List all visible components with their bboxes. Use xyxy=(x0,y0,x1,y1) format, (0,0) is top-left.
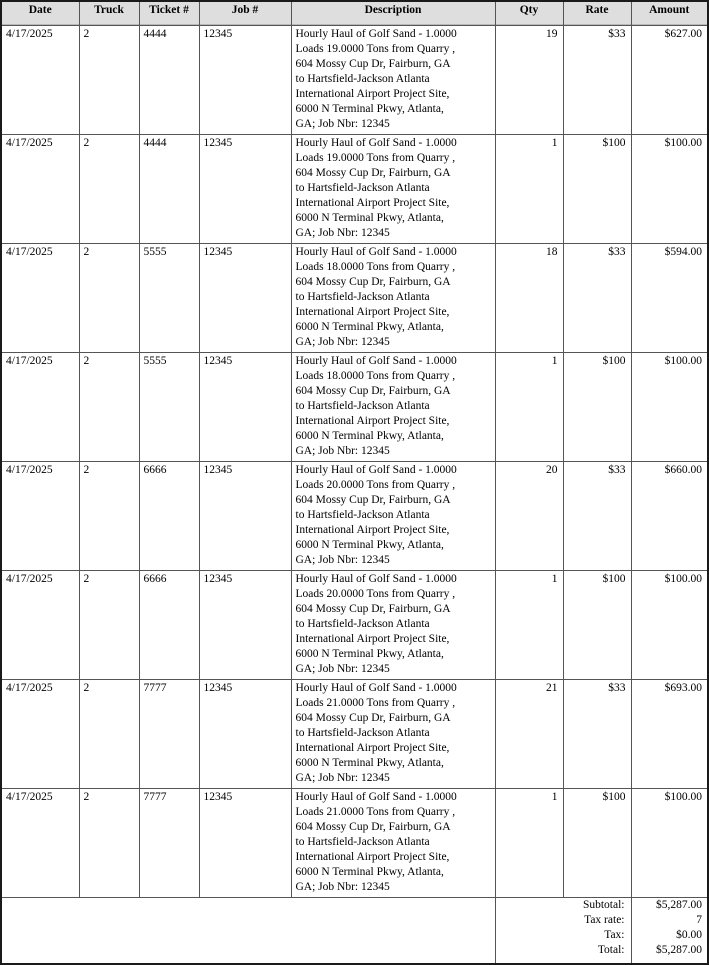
description-line: 6000 N Terminal Pkwy, Atlanta, xyxy=(295,430,444,442)
description-line: 6000 N Terminal Pkwy, Atlanta, xyxy=(295,321,444,333)
cell-date: 4/17/2025 xyxy=(1,26,79,135)
column-header-job: Job # xyxy=(199,1,291,26)
cell-truck: 2 xyxy=(79,135,139,244)
description-line: 604 Mossy Cup Dr, Fairburn, GA xyxy=(295,494,451,506)
description-line: Hourly Haul of Golf Sand - 1.0000 xyxy=(295,791,457,803)
cell-job: 12345 xyxy=(199,680,291,789)
description-line: 604 Mossy Cup Dr, Fairburn, GA xyxy=(295,385,451,397)
description-line: 604 Mossy Cup Dr, Fairburn, GA xyxy=(295,603,451,615)
summary-row xyxy=(1,898,708,965)
description-line: 6000 N Terminal Pkwy, Atlanta, xyxy=(295,757,444,769)
table-footer xyxy=(1,898,708,965)
description-line: Loads 19.0000 Tons from Quarry , xyxy=(295,43,456,55)
description-line: Loads 20.0000 Tons from Quarry , xyxy=(295,479,456,491)
cell-truck: 2 xyxy=(79,571,139,680)
description-line: 6000 N Terminal Pkwy, Atlanta, xyxy=(295,866,444,878)
column-header-ticket: Ticket # xyxy=(139,1,199,26)
cell-date: 4/17/2025 xyxy=(1,353,79,462)
description-line: Hourly Haul of Golf Sand - 1.0000 xyxy=(295,246,457,258)
description-line: GA; Job Nbr: 12345 xyxy=(295,663,390,675)
cell-ticket: 6666 xyxy=(139,462,199,571)
table-row xyxy=(1,571,708,680)
table-header xyxy=(1,1,708,26)
description-line: to Hartsfield-Jackson Atlanta xyxy=(295,618,430,630)
cell-job: 12345 xyxy=(199,353,291,462)
cell-date: 4/17/2025 xyxy=(1,462,79,571)
cell-job: 12345 xyxy=(199,244,291,353)
cell-rate: $100 xyxy=(563,135,631,244)
cell-description xyxy=(291,571,495,680)
description-line: GA; Job Nbr: 12345 xyxy=(295,881,390,893)
cell-amount: $100.00 xyxy=(631,789,708,898)
cell-job: 12345 xyxy=(199,462,291,571)
description-line: to Hartsfield-Jackson Atlanta xyxy=(295,182,430,194)
description-line: to Hartsfield-Jackson Atlanta xyxy=(295,836,430,848)
cell-amount: $693.00 xyxy=(631,680,708,789)
cell-qty: 18 xyxy=(495,244,563,353)
cell-amount: $100.00 xyxy=(631,353,708,462)
description-line: 6000 N Terminal Pkwy, Atlanta, xyxy=(295,103,444,115)
description-line: International Airport Project Site, xyxy=(295,415,450,427)
column-header-amount: Amount xyxy=(631,1,708,26)
summary-value: $5,287.00 xyxy=(656,899,702,911)
description-line: 6000 N Terminal Pkwy, Atlanta, xyxy=(295,648,444,660)
cell-amount: $627.00 xyxy=(631,26,708,135)
description-line: 6000 N Terminal Pkwy, Atlanta, xyxy=(295,539,444,551)
summary-label: Subtotal: xyxy=(582,899,625,911)
table-row xyxy=(1,244,708,353)
cell-qty: 1 xyxy=(495,135,563,244)
cell-description xyxy=(291,789,495,898)
cell-job: 12345 xyxy=(199,789,291,898)
cell-truck: 2 xyxy=(79,680,139,789)
cell-description xyxy=(291,135,495,244)
cell-ticket: 7777 xyxy=(139,789,199,898)
cell-rate: $33 xyxy=(563,462,631,571)
table-header-row xyxy=(1,1,708,26)
cell-qty: 1 xyxy=(495,353,563,462)
column-header-rate: Rate xyxy=(563,1,631,26)
cell-date: 4/17/2025 xyxy=(1,244,79,353)
description-line: to Hartsfield-Jackson Atlanta xyxy=(295,509,430,521)
cell-rate: $33 xyxy=(563,26,631,135)
cell-qty: 1 xyxy=(495,571,563,680)
description-line: Hourly Haul of Golf Sand - 1.0000 xyxy=(295,682,457,694)
description-line: to Hartsfield-Jackson Atlanta xyxy=(295,400,430,412)
cell-truck: 2 xyxy=(79,353,139,462)
cell-ticket: 5555 xyxy=(139,244,199,353)
summary-label-column xyxy=(495,898,631,965)
description-line: 604 Mossy Cup Dr, Fairburn, GA xyxy=(295,167,451,179)
description-line: GA; Job Nbr: 12345 xyxy=(295,118,390,130)
cell-rate: $100 xyxy=(563,571,631,680)
column-header-truck: Truck xyxy=(79,1,139,26)
description-line: International Airport Project Site, xyxy=(295,742,450,754)
column-header-date: Date xyxy=(1,1,79,26)
description-line: Hourly Haul of Golf Sand - 1.0000 xyxy=(295,355,457,367)
cell-description xyxy=(291,26,495,135)
cell-ticket: 4444 xyxy=(139,26,199,135)
summary-empty-cell xyxy=(1,898,495,965)
cell-job: 12345 xyxy=(199,26,291,135)
description-line: Hourly Haul of Golf Sand - 1.0000 xyxy=(295,28,457,40)
description-line: GA; Job Nbr: 12345 xyxy=(295,336,390,348)
cell-description xyxy=(291,462,495,571)
table-row xyxy=(1,789,708,898)
column-header-qty: Qty xyxy=(495,1,563,26)
table-row xyxy=(1,353,708,462)
description-line: International Airport Project Site, xyxy=(295,633,450,645)
cell-rate: $100 xyxy=(563,789,631,898)
cell-qty: 1 xyxy=(495,789,563,898)
cell-description xyxy=(291,680,495,789)
description-line: 604 Mossy Cup Dr, Fairburn, GA xyxy=(295,58,451,70)
summary-value: $0.00 xyxy=(676,929,702,941)
description-line: to Hartsfield-Jackson Atlanta xyxy=(295,727,430,739)
cell-job: 12345 xyxy=(199,135,291,244)
cell-qty: 21 xyxy=(495,680,563,789)
cell-rate: $33 xyxy=(563,244,631,353)
cell-amount: $594.00 xyxy=(631,244,708,353)
description-line: International Airport Project Site, xyxy=(295,306,450,318)
cell-truck: 2 xyxy=(79,244,139,353)
description-line: GA; Job Nbr: 12345 xyxy=(295,772,390,784)
cell-qty: 19 xyxy=(495,26,563,135)
table-row xyxy=(1,135,708,244)
description-line: 6000 N Terminal Pkwy, Atlanta, xyxy=(295,212,444,224)
description-line: Hourly Haul of Golf Sand - 1.0000 xyxy=(295,137,457,149)
table-row xyxy=(1,26,708,135)
table-row xyxy=(1,680,708,789)
cell-rate: $100 xyxy=(563,353,631,462)
cell-truck: 2 xyxy=(79,26,139,135)
cell-qty: 20 xyxy=(495,462,563,571)
description-line: Loads 21.0000 Tons from Quarry , xyxy=(295,697,456,709)
cell-date: 4/17/2025 xyxy=(1,571,79,680)
description-line: 604 Mossy Cup Dr, Fairburn, GA xyxy=(295,276,451,288)
description-line: to Hartsfield-Jackson Atlanta xyxy=(295,73,430,85)
description-line: 604 Mossy Cup Dr, Fairburn, GA xyxy=(295,821,451,833)
column-header-description: Description xyxy=(291,1,495,26)
description-line: International Airport Project Site, xyxy=(295,197,450,209)
summary-label: Tax rate: xyxy=(584,914,625,926)
summary-value: $5,287.00 xyxy=(656,944,702,956)
cell-truck: 2 xyxy=(79,462,139,571)
description-line: International Airport Project Site, xyxy=(295,524,450,536)
summary-value: 7 xyxy=(696,914,702,926)
cell-ticket: 7777 xyxy=(139,680,199,789)
cell-date: 4/17/2025 xyxy=(1,789,79,898)
cell-ticket: 5555 xyxy=(139,353,199,462)
cell-amount: $100.00 xyxy=(631,135,708,244)
description-line: 604 Mossy Cup Dr, Fairburn, GA xyxy=(295,712,451,724)
cell-description xyxy=(291,353,495,462)
cell-job: 12345 xyxy=(199,571,291,680)
description-line: to Hartsfield-Jackson Atlanta xyxy=(295,291,430,303)
summary-value-column xyxy=(631,898,708,965)
description-line: Loads 20.0000 Tons from Quarry , xyxy=(295,588,456,600)
description-line: International Airport Project Site, xyxy=(295,851,450,863)
cell-amount: $100.00 xyxy=(631,571,708,680)
description-line: Loads 18.0000 Tons from Quarry , xyxy=(295,261,456,273)
cell-amount: $660.00 xyxy=(631,462,708,571)
description-line: International Airport Project Site, xyxy=(295,88,450,100)
description-line: Loads 18.0000 Tons from Quarry , xyxy=(295,370,456,382)
description-line: Loads 19.0000 Tons from Quarry , xyxy=(295,152,456,164)
summary-label: Total: xyxy=(597,944,625,956)
description-line: GA; Job Nbr: 12345 xyxy=(295,227,390,239)
cell-date: 4/17/2025 xyxy=(1,680,79,789)
summary-label: Tax: xyxy=(604,929,625,941)
cell-ticket: 4444 xyxy=(139,135,199,244)
description-line: Loads 21.0000 Tons from Quarry , xyxy=(295,806,456,818)
table-body xyxy=(1,26,708,898)
cell-description xyxy=(291,244,495,353)
cell-ticket: 6666 xyxy=(139,571,199,680)
description-line: Hourly Haul of Golf Sand - 1.0000 xyxy=(295,464,457,476)
description-line: Hourly Haul of Golf Sand - 1.0000 xyxy=(295,573,457,585)
cell-truck: 2 xyxy=(79,789,139,898)
table-row xyxy=(1,462,708,571)
cell-rate: $33 xyxy=(563,680,631,789)
cell-date: 4/17/2025 xyxy=(1,135,79,244)
description-line: GA; Job Nbr: 12345 xyxy=(295,554,390,566)
description-line: GA; Job Nbr: 12345 xyxy=(295,445,390,457)
